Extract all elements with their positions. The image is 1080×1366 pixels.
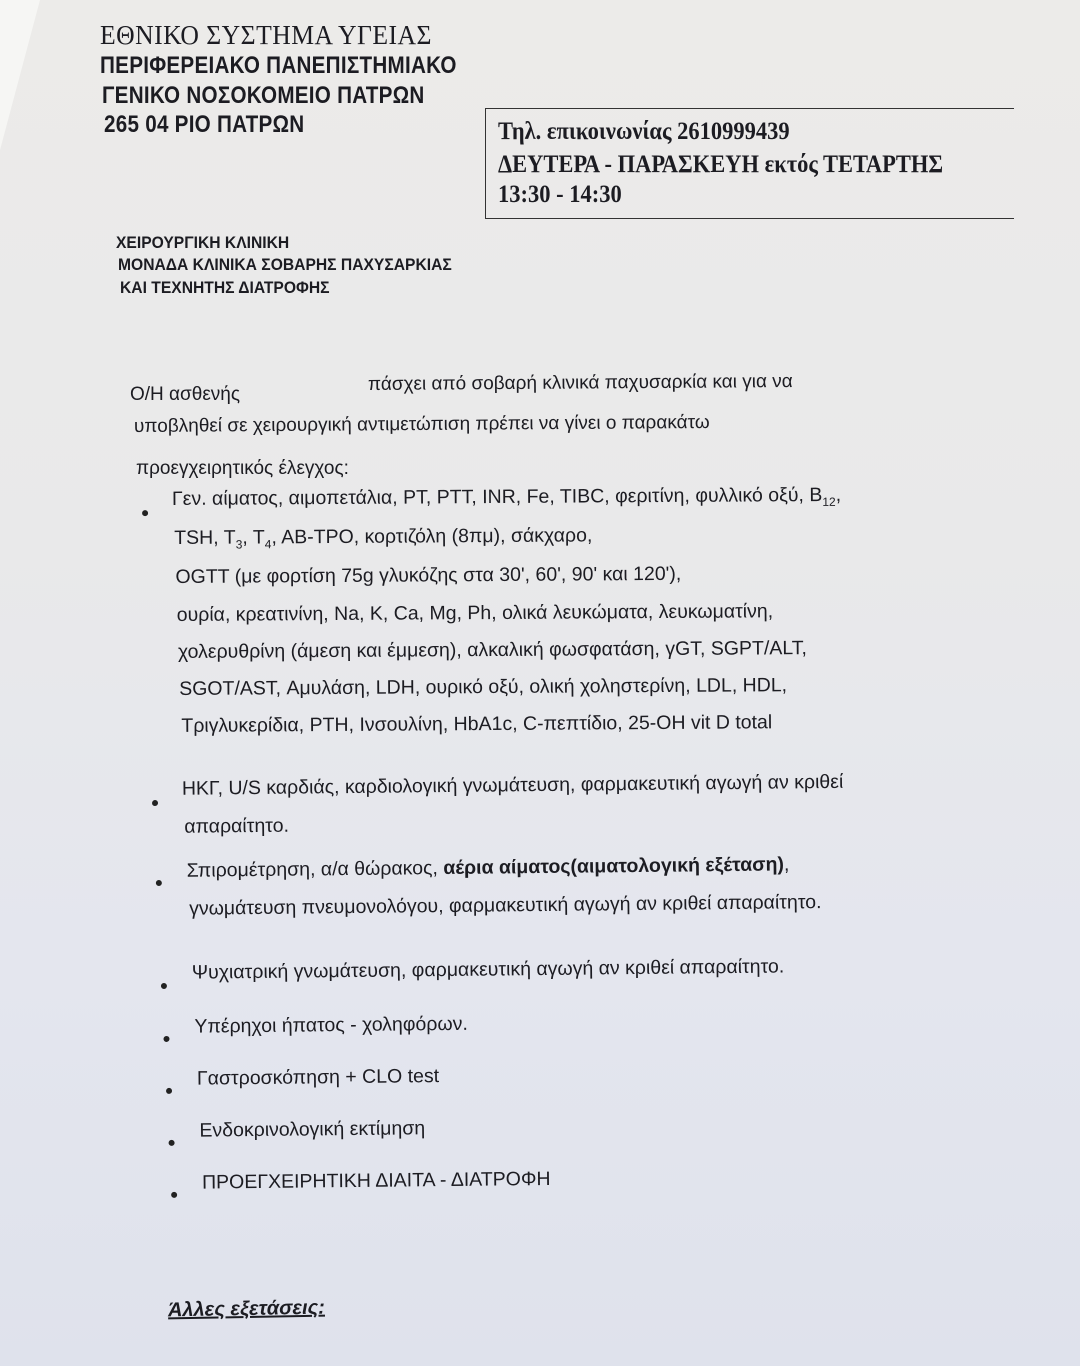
lab-line-2-c: , AB-TPO, κορτιζόλη (8πμ), σάκχαρο, [271,524,593,549]
bullet-icon [142,510,148,516]
diet-item: ΠΡΟΕΓΧΕΙΡΗΤΙΚΗ ΔΙΑΙΤΑ - ΔΙΑΤΡΟΦΗ [201,1167,551,1194]
psych-item: Ψυχιατρική γνωμάτευση, φαρμακευτική αγωγή αν κριθεί απαραίτητο. [191,955,785,984]
lab-line-4: ουρία, κρεατινίνη, Na, K, Ca, Mg, Ph, ολικά λευκώματα, λευκωματίνη, [176,600,774,626]
lab-line-3: OGTT (με φορτίση 75g γλυκόζης στα 30', 60', 90' και 120'), [175,562,682,588]
lab-line-6: SGOT/AST, Αμυλάση, LDH, ουρικό οξύ, ολική χοληστερίνη, LDL, HDL, [179,674,788,700]
bullet-icon [161,983,167,989]
cardio-line-2: απαραίτητο. [184,814,290,838]
clinic-line-3: ΚΑΙ ΤΕΧΝΗΤΗΣ ΔΙΑΤΡΟΦΗΣ [120,278,330,297]
lab-line-5: χολερυθρίνη (άμεση και έμμεση), αλκαλική φωσφατάση, γGT, SGPT/ALT, [177,637,807,663]
bullet-icon [169,1140,175,1146]
t4-subscript: 4 [264,537,272,552]
lab-line-1-end: , [835,483,842,506]
b12-subscript: 12 [822,494,836,509]
health-system-name: ΕΘΝΙΚΟ ΣΥΣΤΗΜΑ ΥΓΕΙΑΣ [100,20,432,50]
blood-gas-bold: αέρια αίματος(αιματολογική εξέταση) [443,853,785,880]
lab-line-2 [174,524,592,551]
intro-line-1: πάσχει από σοβαρή κλινικά παχυσαρκία και για να [367,371,793,395]
resp-line-1 [187,853,790,882]
cardio-line-1: ΗΚΓ, U/S καρδιάς, καρδιολογική γνωμάτευση, φαρμακευτική αγωγή αν κριθεί [181,770,844,800]
contact-days: ΔΕΥΤΕΡΑ - ΠΑΡΑΣΚΕΥΗ εκτός ΤΕΤΑΡΤΗΣ [498,151,944,178]
intro-line-2: υποβληθεί σε χειρουργική αντιμετώπιση πρέπει να γίνει ο παρακάτω [133,411,710,437]
bullet-icon [166,1088,172,1094]
underlying-sheet-edge [0,0,40,150]
intro-line-3: προεγχειρητικός έλεγχος: [136,458,349,479]
bullet-icon [156,880,162,886]
lab-line-2-b: , T [242,526,265,549]
resp-text: Σπιρομέτρηση, α/α θώρακος, [186,857,444,882]
resp-comma: , [783,853,790,876]
gastroscopy-item: Γαστροσκόπηση + CLO test [196,1065,440,1090]
other-tests-heading: Άλλες εξετάσεις: [167,1296,326,1322]
endocrine-item: Ενδοκρινολογική εκτίμηση [199,1117,426,1142]
bullet-icon [152,800,158,806]
clinic-line-1: ΧΕΙΡΟΥΡΓΙΚΗ ΚΛΙΝΙΚΗ [116,233,290,252]
lab-line-1 [172,484,841,513]
lab-line-2-a: TSH, T [174,526,236,549]
t3-subscript: 3 [235,537,243,552]
bullet-icon [163,1036,169,1042]
hospital-line-2: ΓΕΝΙΚΟ ΝΟΣΟΚΟΜΕΙΟ ΠΑΤΡΩΝ [102,82,425,109]
bullet-icon [171,1192,177,1198]
resp-line-2: γνωμάτευση πνευμονολόγου, φαρμακευτική αγωγή αν κριθεί απαραίτητο. [189,891,822,920]
lab-line-1-text: Γεν. αίματος, αιμοπετάλια, PT, PTT, INR, Fe, TIBC, φεριτίνη, φυλλικό οξύ, B [171,484,823,510]
patient-label: O/H ασθενής [130,384,241,405]
clinic-line-2: ΜΟΝΑΔΑ ΚΛΙΝΙΚΑ ΣΟΒΑΡΗΣ ΠΑΧΥΣΑΡΚΙΑΣ [118,255,452,274]
ultrasound-item: Υπέρηχοι ήπατος - χοληφόρων. [194,1012,468,1038]
contact-hours: 13:30 - 14:30 [498,181,622,208]
contact-phone: Τηλ. επικοινωνίας 2610999439 [498,118,790,145]
hospital-address: 265 04 ΡΙΟ ΠΑΤΡΩΝ [104,111,305,138]
lab-line-7: Τριγλυκερίδια, PTH, Ινσουλίνη, HbA1c, C-πεπτίδιο, 25-OH vit D total [181,711,773,737]
hospital-line-1: ΠΕΡΙΦΕΡΕΙΑΚΟ ΠΑΝΕΠΙΣΤΗΜΙΑΚΟ [100,52,457,79]
